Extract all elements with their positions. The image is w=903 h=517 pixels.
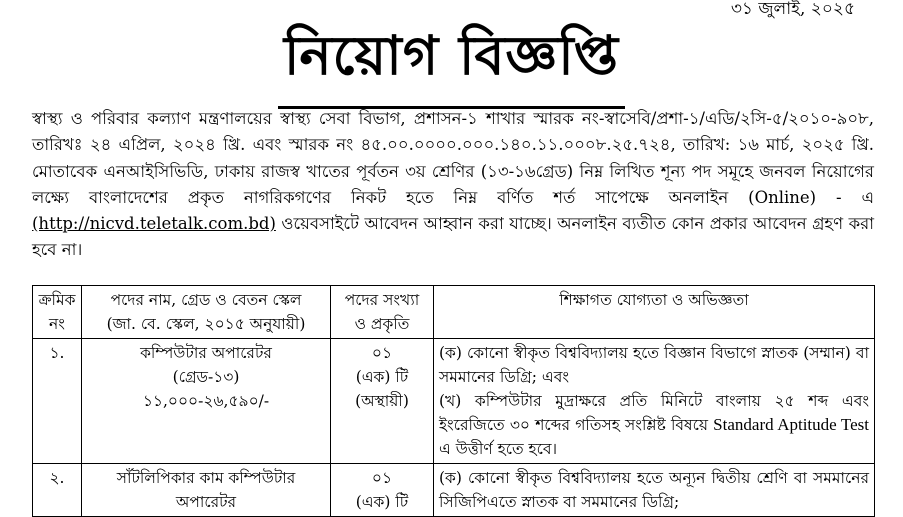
notice-body	[32, 106, 874, 264]
header-post-line-2: (জা. বে. স্কেল, ২০১৫ অনুযায়ী)	[106, 315, 306, 333]
post-name: কম্পিউটার অপারেটর	[140, 344, 272, 362]
post-nature: (অস্থায়ী)	[355, 392, 409, 410]
header-count-line-1: পদের সংখ্যা	[344, 291, 420, 309]
row-post	[82, 464, 331, 517]
header-serial	[33, 286, 82, 339]
row-serial: ১.	[33, 339, 82, 464]
posts-table	[32, 285, 875, 517]
header-post-line-1: পদের নাম, গ্রেড ও বেতন স্কেল	[110, 291, 302, 309]
post-name: সাঁটলিপিকার কাম কম্পিউটার	[116, 469, 296, 487]
row-count	[331, 339, 434, 464]
table-row	[33, 464, 875, 517]
requirement-a: (ক) কোনো স্বীকৃত বিশ্ববিদ্যালয় হতে বিজ্ঞান বিভাগে স্নাতক (সম্মান) বা সমমানের ডিগ্রি; এবং	[439, 344, 869, 386]
requirement-a: (ক) কোনো স্বীকৃত বিশ্ববিদ্যালয় হতে অন্যূন দ্বিতীয় শ্রেণি বা সমমানের সিজিপিএতে স্নাতক বা সমমানের ডিগ্রি;	[439, 469, 869, 511]
post-scale: ১১,০০০-২৬,৫৯০/-	[142, 392, 270, 410]
requirement-b-text: (খ) কম্পিউটার মুদ্রাক্ষরে প্রতি মিনিটে বাংলায় ২৫ শব্দ এবং ইংরেজিতে ৩০ শব্দের গতিসহ সংশ্লিষ্ট বিষয়ে	[439, 392, 869, 434]
notice-date: ৩১ জুলাই, ২০২৫	[730, 0, 855, 19]
header-serial-line-1: ক্রমিক	[38, 291, 76, 309]
header-count	[331, 286, 434, 339]
header-serial-line-2: নং	[49, 315, 65, 333]
post-count-words: (এক) টি	[355, 493, 409, 511]
row-qualification	[434, 464, 875, 517]
post-count-words: (এক) টি	[355, 368, 409, 386]
notice-paragraph-end: ওয়েবসাইটে আবেদন আহ্বান করা যাচ্ছে। অনলাইন ব্যতীত কোন প্রকার আবেদন গ্রহণ করা হবে না।	[32, 214, 874, 260]
row-post	[82, 339, 331, 464]
requirement-b-end: এ উত্তীর্ণ হতে হবে।	[439, 440, 558, 458]
table-header-row	[33, 286, 875, 339]
post-count: ০১	[371, 469, 393, 487]
website-link[interactable]: (http://nicvd.teletalk.com.bd)	[32, 214, 276, 234]
header-count-line-2: ও প্রকৃতি	[354, 315, 410, 333]
post-name-line-2: অপারেটর	[175, 493, 237, 511]
requirement-b	[439, 389, 869, 461]
post-count: ০১	[371, 344, 393, 362]
row-serial: ২.	[33, 464, 82, 517]
notice-title-text: নিয়োগ বিজ্ঞপ্তি	[278, 14, 625, 109]
post-grade: (গ্রেড-১৩)	[172, 368, 240, 386]
row-count	[331, 464, 434, 517]
requirement-b-english: Standard Aptitude Test	[713, 415, 869, 434]
header-qualification: শিক্ষাগত যোগ্যতা ও অভিজ্ঞতা	[434, 286, 875, 339]
table-row	[33, 339, 875, 464]
header-post	[82, 286, 331, 339]
row-qualification	[434, 339, 875, 464]
notice-paragraph: স্বাস্থ্য ও পরিবার কল্যাণ মন্ত্রণালয়ের স্বাস্থ্য সেবা বিভাগ, প্রশাসন-১ শাখার স্মারক নং-স্বাসেবি/প্রশা-১/এডি/২সি-৫/২০১০-৯০৮, তারিখঃ ২৪ এপ্রিল, ২০২৪ খ্রি. এবং স্মারক নং ৪৫.০০.০০০০.০০০.১৪০.১১.০০০৮.২৫.৭২৪, তারিখ: ১৬ মার্চ, ২০২৫ খ্রি. মোতাবেক এনআইসিভিডি, ঢাকায় রাজস্ব খাতের পূর্বতন ৩য় শ্রেণির (১৩-১৬গ্রেড) নিম্ন লিখিত শূন্য পদ সমূহে জনবল নিয়োগের লক্ষ্যে বাংলাদেশের প্রকৃত নাগরিকগণের নিকট হতে নিম্ন বর্ণিত শর্ত সাপেক্ষে অনলাইন (Online) - এ	[32, 109, 874, 207]
notice-title	[0, 14, 903, 109]
